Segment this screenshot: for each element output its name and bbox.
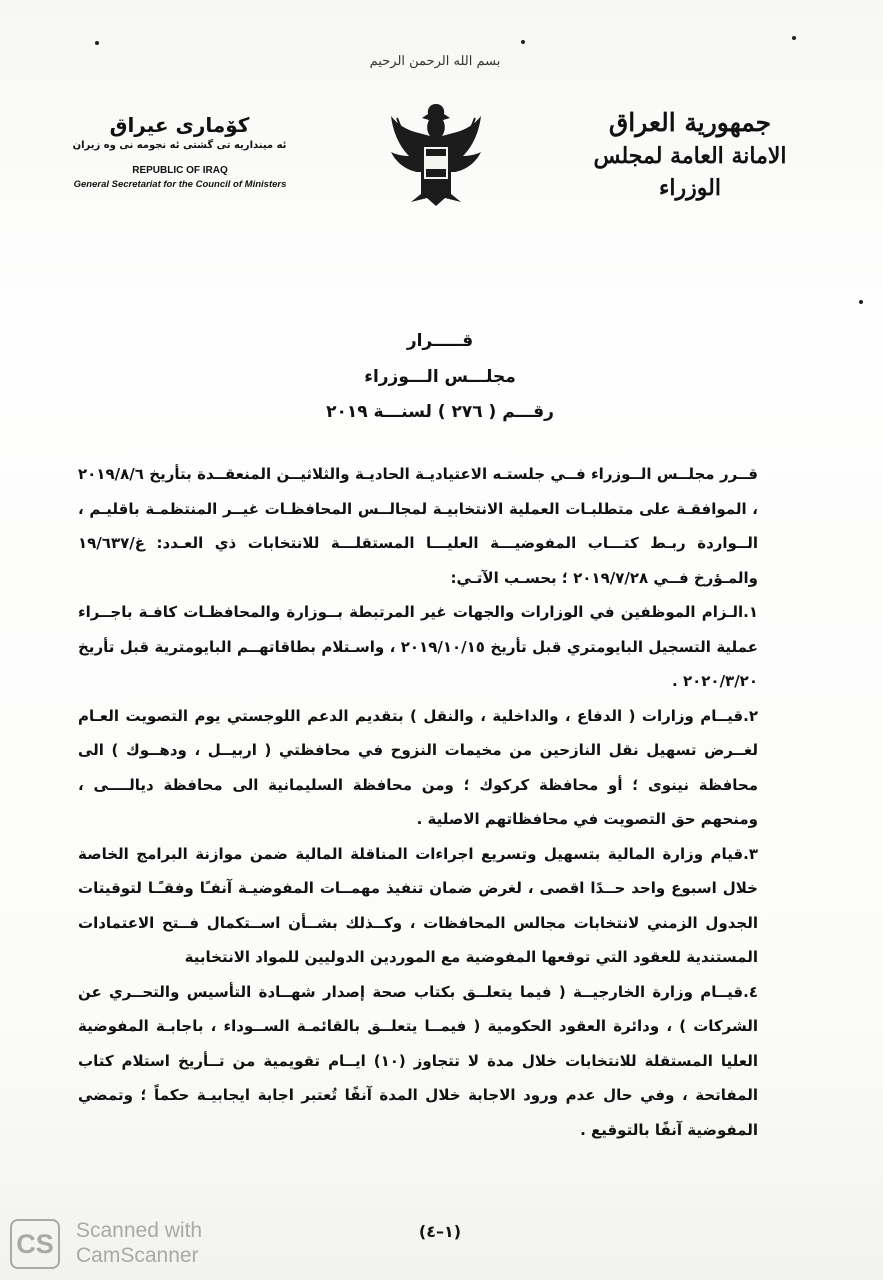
arabic-republic-name: جمهورية العراق bbox=[608, 108, 772, 137]
decision-number: رقـــم ( ٢٧٦ ) لسنـــة ٢٠١٩ bbox=[326, 402, 554, 422]
scan-speck bbox=[521, 40, 525, 44]
decision-intro: قــرر مجلــس الــوزراء فــي جلستـه الاعتياديـة الحاديـة والثلاثيــن المنعقــدة بتأريخ ٢٠١٩/٨/٦ ، الموافقـة على متطلبـات العملية الانتخابيـة لمجالــس المحافظـات غيــر المنتظمـة باقليـم ، الــواردة ربـط كتـــاب المفوضيـــة العليـــا المستقلـــة للانتخابات ذي العـدد: غ/١٩/٦٣٧ والمـؤرخ فــي ٢٠١٩/٧/٢٨ ؛ بحسـب الآتـي: bbox=[78, 465, 758, 587]
scan-speck bbox=[95, 41, 99, 45]
item-number: ٣. bbox=[743, 844, 758, 863]
item-number: ١. bbox=[743, 603, 758, 621]
item-number: ٤. bbox=[743, 982, 758, 1001]
english-letterhead bbox=[70, 164, 290, 192]
decision-item bbox=[78, 595, 758, 699]
item-text: قيام وزارة المالية بتسهيل وتسريع اجراءات المناقلة المالية ضمن موازنة البرامج الخاصة خلال اسبوع واحد حــدًا اقصى ، لغرض ضمان تنفيذ مهمــات المفوضيـة آنفـًا وفقـًـا لتوقيتات الجدول الزمني لانتخابات مجالس المحافظات ، وكــذلك بشــأن اســتكمال فــتح الاعتمادات المستندية للعقود التي توقعها المفوضية مع الموردين الدوليين للمواد الانتخابية bbox=[78, 844, 758, 966]
basmala: بسم الله الرحمن الرحيم bbox=[369, 54, 501, 69]
item-number: ٢. bbox=[743, 706, 758, 725]
decision-heading bbox=[220, 331, 660, 351]
watermark-line2: CamScanner bbox=[76, 1244, 199, 1267]
council-name: مجلـــس الـــوزراء bbox=[364, 367, 516, 387]
scan-speck bbox=[792, 36, 796, 40]
decision-number-heading bbox=[220, 402, 660, 422]
page-number: (١–٤) bbox=[418, 1222, 462, 1241]
arabic-letterhead bbox=[585, 106, 795, 204]
camscanner-logo-icon: CS bbox=[10, 1219, 60, 1269]
item-text: قيــام وزارة الخارجيــة ( فيما يتعلــق بكتاب صحة إصدار شهــادة التأسيس والتحــري عن الشركات ) ، ودائرة العقود الحكومية ( فيمــا يتعلــق بالقائمـة الســوداء ، باجابـة المفوضية العليا المستقلة للانتخابات خلال مدة لا تتجاوز (١٠) ايــام تقويمية من تــأريخ استلام كتاب المفاتحة ، وفي حال عدم ورود الاجابة خلال المدة آنفًا تُعتبر اجابة ايجابيـة حكماً ؛ وتمضي المفوضية آنفًا بالتوقيع . bbox=[78, 982, 758, 1139]
scan-speck bbox=[859, 300, 863, 304]
decision-item bbox=[78, 837, 758, 975]
kurdish-secretariat-name: ئه‌ مینداریه‌ تی گشتی ئه‌ نجومه‌ نی وه‌ زیران bbox=[72, 140, 287, 151]
kurdish-letterhead bbox=[72, 112, 287, 154]
kurdish-republic-name: كۆماری عیراق bbox=[109, 113, 250, 137]
arabic-secretariat-name: الامانة العامة لمجلس الوزراء bbox=[593, 143, 787, 201]
decision-item bbox=[78, 975, 758, 1148]
camscanner-watermark bbox=[76, 1218, 276, 1268]
iraq-eagle-emblem-icon bbox=[385, 98, 487, 210]
decision-body bbox=[78, 457, 758, 1147]
watermark-line1: Scanned with bbox=[76, 1219, 203, 1242]
english-secretariat-name: General Secretariat for the Council of Ministers bbox=[73, 179, 287, 190]
decision-word: قـــــرار bbox=[406, 331, 474, 351]
item-text: قيــام وزارات ( الدفاع ، والداخلية ، والنقل ) بتقديم الدعم اللوجستي يوم التصويت العـام لغــرض تسهيل نقل النازحين من مخيمات النزوح في محافظتي ( اربيــل ، ودهــوك ) الى محافظة نينوى ؛ أو محافظة كركوك ؛ ومن محافظة السليمانية الى محافظة ديالــــى ، ومنحهم حق التصويت في محافظاتهم الاصلية . bbox=[78, 706, 758, 828]
english-republic-name: REPUBLIC OF IRAQ bbox=[132, 165, 228, 176]
decision-item bbox=[78, 699, 758, 837]
item-text: الـزام الموظفين في الوزارات والجهات غير المرتبطة بــوزارة والمحافظـات كافـة باجــراء عملية التسجيل البايومتري قبل تأريخ ٢٠١٩/١٠/١٥ ، واسـتلام بطاقاتهــم البايومترية قبل تأريخ ٢٠٢٠/٣/٢٠ . bbox=[78, 603, 758, 690]
council-heading bbox=[220, 367, 660, 387]
